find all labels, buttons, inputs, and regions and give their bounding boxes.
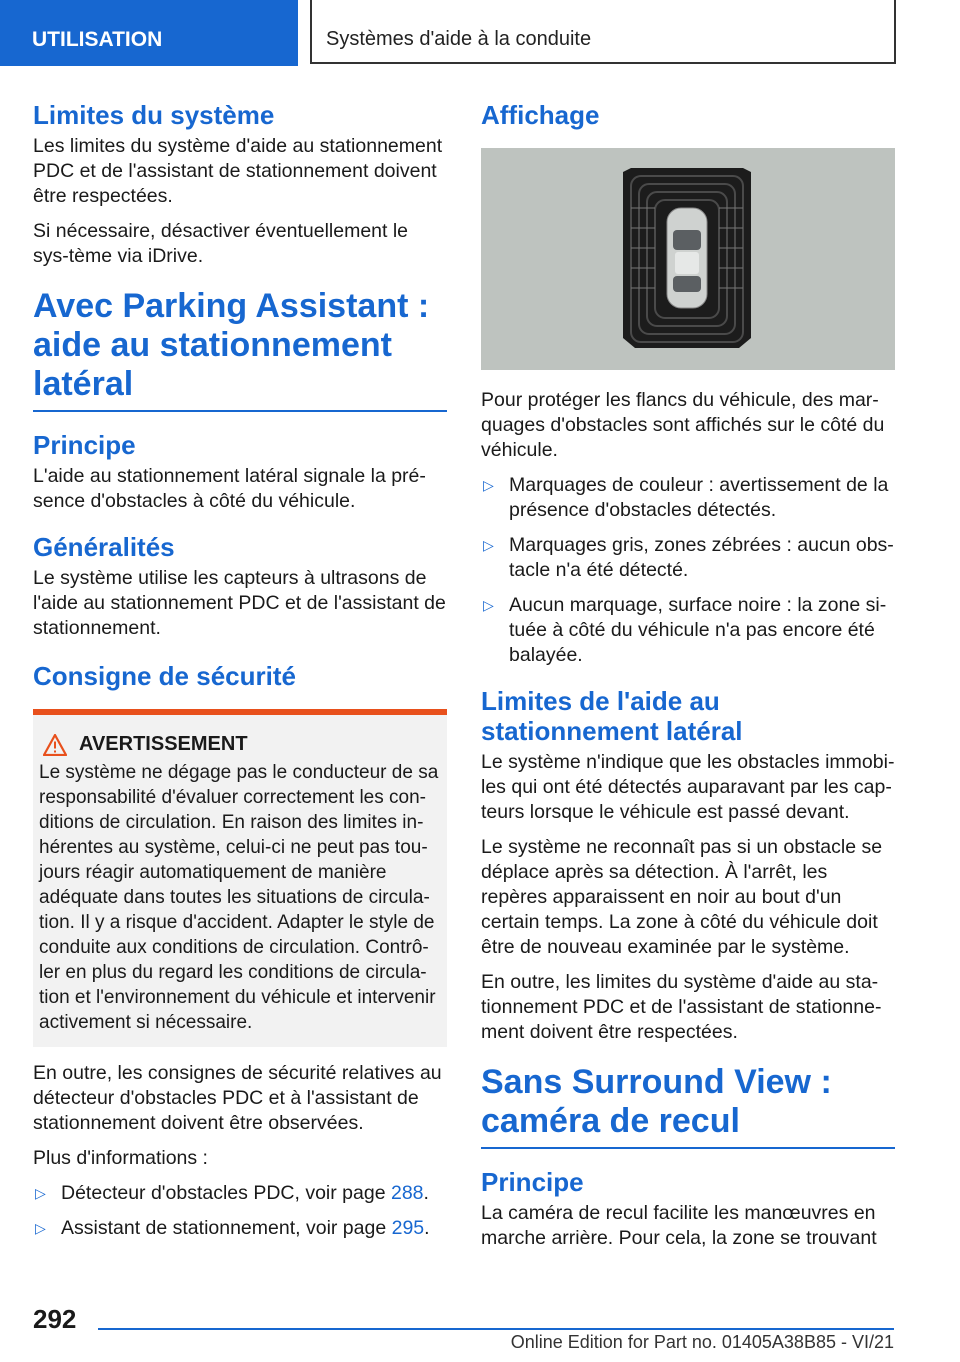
- heading-rear-camera: Sans Surround View : caméra de recul: [481, 1063, 895, 1149]
- paragraph: En outre, les consignes de sécurité relatives au détecteur d'obstacles PDC et à l'assistant de stationnement doivent être observées.: [33, 1062, 442, 1134]
- side-parking-display-image: [481, 148, 895, 370]
- list-item: ▷ Marquages de couleur : avertissement de la présence d'obstacles détectés.: [483, 474, 889, 521]
- left-column: [33, 100, 447, 1251]
- heading-parking-assistant: Avec Parking Assistant : aide au stationnement latéral: [33, 287, 447, 412]
- paragraph: La caméra de recul facilite les manœuvres en marche arrière. Pour cela, la zone se trouvant: [481, 1202, 877, 1249]
- heading-side-limits: Limites de l'aide au stationnement latéral: [481, 686, 743, 746]
- marking-list: [481, 473, 895, 668]
- page-link[interactable]: 295: [391, 1217, 425, 1239]
- list-item: ▷ Assistant de stationnement, voir page 295.: [35, 1217, 430, 1239]
- triangle-bullet-icon: ▷: [35, 1185, 46, 1201]
- warning-title: AVERTISSEMENT: [79, 733, 248, 755]
- paragraph: L'aide au stationnement latéral signale la pré-sence d'obstacles à côté du véhicule.: [33, 465, 426, 512]
- heading-safety: Consigne de sécurité: [33, 661, 296, 691]
- page-number: 292: [33, 1304, 77, 1334]
- heading-general: Généralités: [33, 532, 175, 562]
- paragraph: Le système ne reconnaît pas si un obstacle se déplace après sa détection. À l'arrêt, les repères apparaissent en noir au bout d'un certain temps. La zone à côté du véhicule doit être de nouveau examinée par le système.: [481, 836, 883, 958]
- paragraph: Le système utilise les capteurs à ultrasons de l'aide au stationnement PDC et de l'assistant de stationnement.: [33, 567, 446, 639]
- heading-principle: Principe: [33, 430, 136, 460]
- triangle-bullet-icon: ▷: [483, 597, 494, 613]
- paragraph: Si nécessaire, désactiver éventuellement le sys-tème via iDrive.: [33, 220, 409, 267]
- reference-list: [33, 1181, 447, 1241]
- car-parking-graphic: [481, 148, 895, 370]
- list-item: ▷ Marquages gris, zones zébrées : aucun obs-tacle n'a été détecté.: [483, 534, 894, 581]
- heading-principle: Principe: [481, 1167, 584, 1197]
- warning-triangle-icon: [43, 734, 67, 756]
- right-column: [481, 100, 895, 1261]
- header-title: Systèmes d'aide à la conduite: [310, 0, 896, 64]
- heading-display: Affichage: [481, 100, 600, 130]
- heading-system-limits: Limites du système: [33, 100, 275, 130]
- triangle-bullet-icon: ▷: [35, 1220, 46, 1236]
- warning-text: Le système ne dégage pas le conducteur de sa responsabilité d'évaluer correctement les con-ditions de circulation. En raison des limites in-hérentes au système, celui-ci ne peut pas tou-jours réagir automatiquement de manière adéquate dans toutes les situations de circula-tion. Il y a risque d'accident. Adapter le style de conduite aux conditions de circulation. Contrô-ler en plus du regard les conditions de circula-tion et l'environnement du véhicule et intervenir activement si nécessaire.: [39, 762, 439, 1033]
- page-link[interactable]: 288: [390, 1182, 424, 1204]
- paragraph: Les limites du système d'aide au stationnement PDC et de l'assistant de stationnement doivent être respectées.: [33, 135, 443, 207]
- paragraph: Plus d'informations :: [33, 1147, 208, 1169]
- list-item: ▷ Aucun marquage, surface noire : la zone si-tuée à côté du véhicule n'a pas encore été balayée.: [483, 594, 887, 666]
- paragraph: Pour protéger les flancs du véhicule, des mar-quages d'obstacles sont affichés sur le côté du véhicule.: [481, 389, 885, 461]
- list-item: ▷ Détecteur d'obstacles PDC, voir page 288.: [35, 1182, 429, 1204]
- triangle-bullet-icon: ▷: [483, 477, 494, 493]
- paragraph: Le système n'indique que les obstacles immobi-les qui ont été détectés auparavant par les cap-teurs lorsque le véhicule est passé devant.: [481, 751, 895, 823]
- triangle-bullet-icon: ▷: [483, 537, 494, 553]
- paragraph: En outre, les limites du système d'aide au sta-tionnement PDC et de l'assistant de stationne-ment doivent être respectées.: [481, 971, 882, 1043]
- warning-box: [33, 709, 447, 1047]
- footer-divider: [98, 1328, 894, 1330]
- header-section: UTILISATION: [0, 0, 298, 66]
- edition-text: Online Edition for Part no. 01405A38B85 - VI/21: [510, 1332, 894, 1352]
